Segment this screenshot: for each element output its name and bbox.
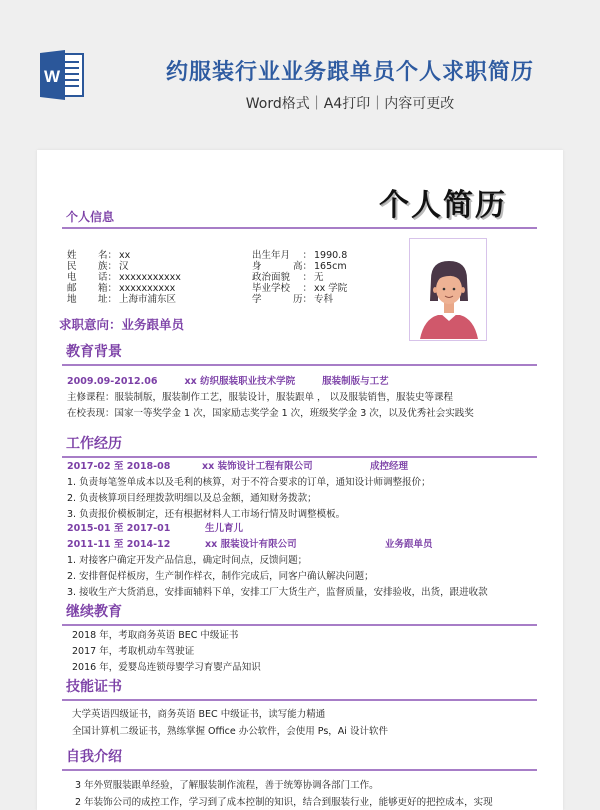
work-role: 业务跟单员 (385, 539, 433, 550)
work-period: 2011-11 至 2014-12 (67, 539, 171, 550)
section-self-intro (62, 746, 537, 771)
banner (0, 0, 600, 150)
work-duty: 2. 负责核算项目经理拨款明细以及总金额，通知财务拨款； (67, 493, 317, 504)
section-title: 技能证书 (66, 679, 122, 695)
info-row-ethnicity: 民 族： 汉 (67, 261, 129, 272)
education-courses: 主修课程：服装制版，服装制作工艺，服装设计，服装跟单 ， 以及服装销售，服装史等课程 (67, 392, 454, 403)
info-row-height: 身 高： 165cm (252, 261, 347, 272)
word-icon (37, 50, 93, 100)
avatar (409, 238, 487, 341)
work-item-1-header (67, 458, 409, 472)
resume-page (37, 150, 563, 810)
education-period: 2009.09-2012.06 (67, 376, 158, 387)
work-company: xx 装饰设计工程有限公司 (202, 461, 313, 472)
skill-item: 大学英语四级证书，商务英语 BEC 中级证书，读写能力精通 (72, 709, 326, 720)
work-duty: 1. 负责每笔签单成本以及毛利的核算，对于不符合要求的订单，通知设计师调整报价； (67, 477, 431, 488)
education-header (67, 373, 389, 387)
self-intro-line: 2 年装饰公司的成控工作，学习到了成本控制的知识，结合到服装行业，能够更好的把控成本，实现 (75, 797, 493, 808)
info-row-email: 邮 箱： xxxxxxxxxx (67, 283, 176, 294)
info-row-birth: 出生年月 ： 1990.8 (252, 250, 348, 261)
work-duty: 3. 负责报价模板制定，还有根据材料人工市场行情及时调整模板。 (67, 509, 346, 520)
education-performance: 在校表现：国家一等奖学金 1 次，国家励志奖学金 1 次，班级奖学金 3 次，以及优秀社会实践奖 (67, 408, 474, 419)
work-period: 2015-01 至 2017-01 (67, 523, 171, 534)
resume-title: 个人简历 (379, 188, 507, 223)
section-work (62, 433, 537, 458)
self-intro-line: 3 年外贸服装跟单经验，了解服装制作流程，善于统筹协调各部门工作。 (75, 780, 379, 791)
svg-text:W: W (44, 67, 61, 86)
continuing-education-item: 2017 年，考取机动车驾驶证 (72, 646, 195, 657)
info-row-address: 地 址： 上海市浦东区 (67, 294, 177, 305)
banner-title: 约服装行业业务跟单员个人求职简历 (165, 60, 534, 85)
info-row-degree: 学 历： 专科 (252, 294, 334, 305)
section-title: 个人信息 (66, 210, 115, 224)
info-row-name: 姓 名： xx (67, 250, 131, 261)
continuing-education-item: 2016 年，爱婴岛连锁母婴学习育婴产品知识 (72, 662, 261, 673)
section-skills (62, 676, 537, 701)
section-personal-info (62, 208, 537, 229)
personal-info-left (67, 250, 181, 305)
info-row-school: 毕业学校 ： xx 学院 (252, 283, 348, 294)
continuing-education-item: 2018 年，考取商务英语 BEC 中级证书 (72, 630, 239, 641)
work-item-3-header (67, 536, 433, 550)
section-continuing-education (62, 601, 537, 626)
section-title: 教育背景 (66, 344, 122, 360)
work-duty: 3. 接收生产大货消息，安排面辅料下单，安排工厂大货生产，监督质量，安排验收，出货，跟进收款 (67, 587, 488, 598)
work-period: 2017-02 至 2018-08 (67, 461, 171, 472)
info-row-political: 政治面貌 ： 无 (252, 272, 324, 283)
work-item-2-header (67, 520, 244, 534)
education-major: 服装制版与工艺 (322, 376, 389, 387)
work-role: 成控经理 (370, 461, 409, 472)
work-duty: 1. 对接客户确定开发产品信息，确定时间点，反馈问题； (67, 555, 308, 566)
skill-item: 全国计算机二级证书，熟练掌握 Office 办公软件，会使用 Ps，Ai 设计软件 (72, 726, 388, 737)
info-row-phone: 电 话： xxxxxxxxxxx (67, 272, 181, 283)
personal-info-right (252, 250, 347, 305)
banner-subtitle: Word格式｜A4打印｜内容可更改 (245, 96, 455, 112)
job-intent: 求职意向：业务跟单员 (59, 317, 185, 332)
work-duty: 2. 安排督促样板房，生产制作样衣，制作完成后，同客户确认解决问题； (67, 571, 374, 582)
section-title: 继续教育 (66, 604, 122, 620)
section-title: 自我介绍 (66, 749, 122, 765)
section-title: 工作经历 (66, 436, 122, 452)
section-education (62, 341, 537, 366)
education-school: xx 纺织服装职业技术学院 (184, 376, 296, 387)
work-company: 生儿育儿 (205, 523, 244, 534)
work-company: xx 服装设计有限公司 (205, 539, 297, 550)
